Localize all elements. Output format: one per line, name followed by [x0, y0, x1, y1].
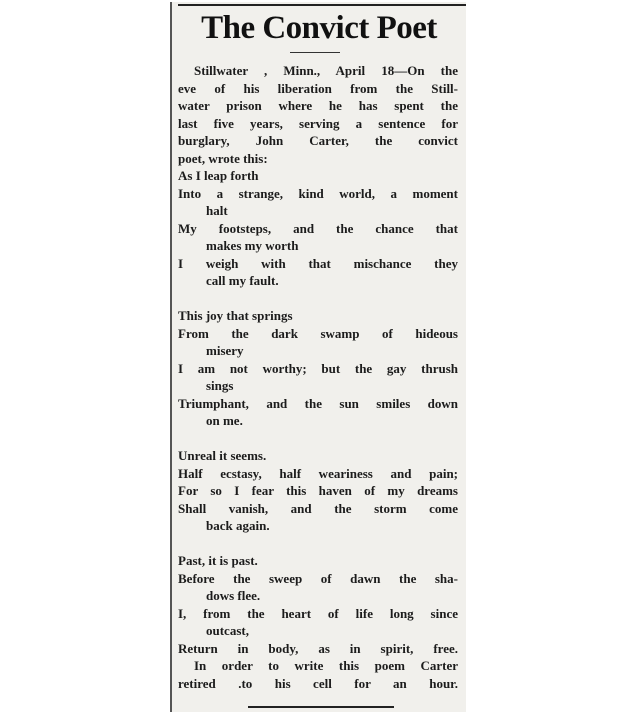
closing-line: In order to write this poem Carter [194, 658, 458, 673]
poem-line: back again. [206, 518, 270, 533]
poem-line: makes my worth [206, 238, 299, 253]
poem-line: outcast, [206, 623, 249, 638]
poem-line: on me. [206, 413, 243, 428]
poem-line: Past, it is past. [178, 553, 258, 568]
intro-line: poet, wrote this: [178, 150, 268, 166]
poem [178, 167, 458, 657]
poem-line: Triumphant, and the sun smiles down [178, 395, 458, 411]
closing-line: retired .to his cell for an hour. [178, 675, 458, 691]
poem-line: My footsteps, and the chance that [178, 220, 458, 236]
poem-line: Half ecstasy, half weariness and pain; [178, 465, 458, 481]
intro-line: Stillwater , Minn., April 18—On the [194, 63, 458, 78]
newspaper-clipping [170, 2, 466, 712]
headline-divider [290, 52, 340, 53]
poem-line: halt [206, 203, 228, 218]
intro-line: burglary, John Carter, the convict [178, 133, 458, 148]
stanza-gap [178, 535, 458, 553]
stanza-gap [178, 290, 458, 308]
stanza-gap [178, 430, 458, 448]
poem-line: As I leap forth [178, 168, 259, 183]
poem-line: Into a strange, kind world, a moment [178, 185, 458, 201]
poem-line: Before the sweep of dawn the sha- [178, 570, 458, 586]
bottom-rule [248, 706, 394, 708]
intro-line: water prison where he has spent the [178, 98, 458, 113]
poem-line: Shall vanish, and the storm come [178, 500, 458, 516]
closing-paragraph [178, 657, 458, 692]
article-body [178, 62, 458, 692]
intro-line: last five years, serving a sentence for [178, 115, 458, 131]
poem-line: sings [206, 378, 234, 393]
poem-line: I weigh with that mischance they [178, 255, 458, 271]
poem-line: I, from the heart of life long since [178, 605, 458, 621]
poem-line: Return in body, as in spirit, free. [178, 640, 458, 656]
poem-line: misery [206, 343, 244, 358]
poem-line: From the dark swamp of hideous [178, 325, 458, 341]
headline: The Convict Poet [201, 10, 437, 46]
poem-line: For so I fear this haven of my dreams [178, 483, 458, 498]
poem-line: This joy that springs [178, 308, 293, 323]
poem-line: call my fault. [206, 273, 279, 288]
poem-line: dows flee. [206, 588, 261, 603]
poem-line: I am not worthy; but the gay thrush [178, 360, 458, 376]
intro-line: eve of his liberation from the Still- [178, 80, 458, 96]
top-rule [178, 4, 466, 6]
poem-line: Unreal it seems. [178, 448, 267, 463]
